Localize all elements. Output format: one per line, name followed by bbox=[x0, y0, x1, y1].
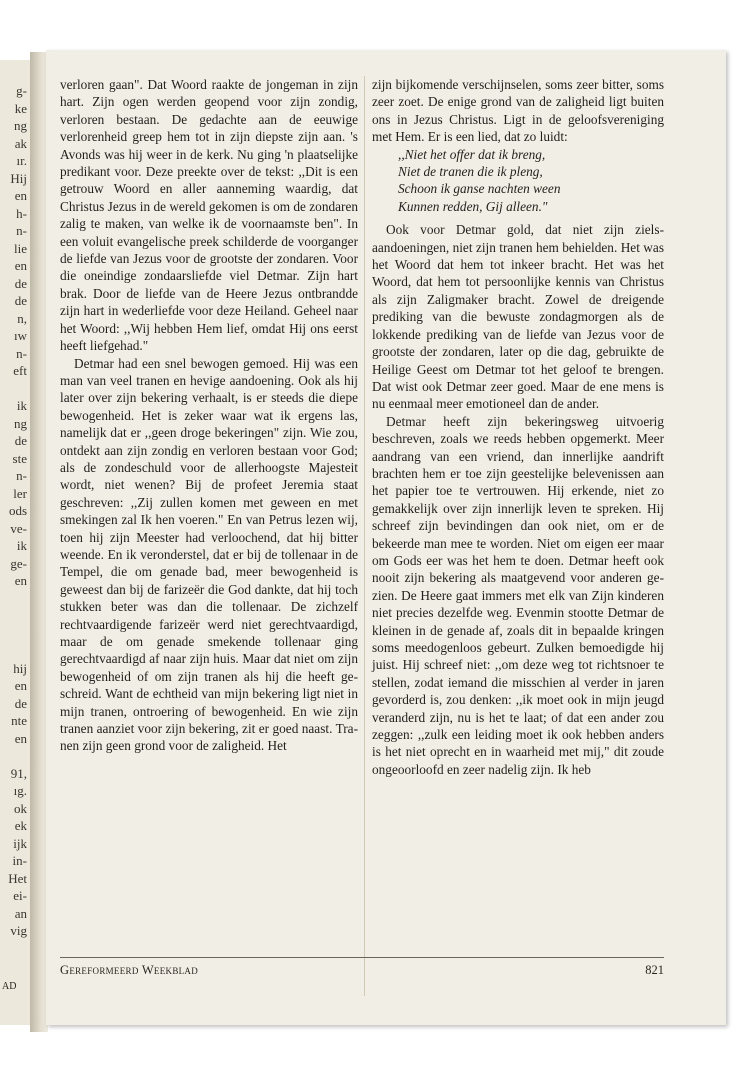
poem-line: Niet de tranen die ik pleng, bbox=[398, 164, 543, 180]
previous-page-text-fragment: n, bbox=[17, 310, 27, 326]
poem-line: Kunnen redden, Gij alleen." bbox=[398, 198, 548, 214]
right-paragraph-2: Detmar heeft zijn bekeringsweg uitvoerig beschreven, zoals we reeds hebben opgemerkt. Meer aandrang van een vriend, dan innerlijke aandrift brachten hem er toe zijn geestelijke belevenissen aan het papier toe te vertrouwen. Hij erkende, niet zo gemakkelijk over zijn innerlijk leven te spreken. Hij schreef zijn bevindingen dan ook niet, om er de bekeerde man mee te worden. Niet om eigen eer maar om Gods eer was het hem te doen. Detmar heeft ook nooit zijn bekering als maatgevend voor anderen gezien. De Heere gaat immers met elk van Zijn kinderen niet precies dezelfde weg. Evenmin stootte Detmar de kleinen in de genade af, zoals dit in bepaalde kringen soms meedogenloos gebeurt. Zulken bemoedigde hij juist. Hij schreef niet: ,,om deze weg tot richtsnoer te stellen, zodat iemand die misschien al verder in jaren gevorderd is, zou denken: ,,ik moet ook in mijn jeugd veranderd zijn, nu is het te laat; of dat een ander zou zeggen: ,,zulk een leiding moet ik ook hebben anders is het niet oprecht en in waarheid met mij," dit zoude ongeoorloofd en zeer nadelig zijn. Ik heb bbox=[372, 413, 664, 777]
previous-page-text-fragment: ste bbox=[12, 450, 27, 466]
previous-page-text-fragment: an bbox=[14, 905, 27, 921]
previous-page-text-fragment: en bbox=[14, 188, 27, 203]
footer-rule bbox=[60, 957, 664, 958]
previous-page-text-fragment: de bbox=[14, 433, 27, 448]
previous-page-text-fragment: Hij bbox=[10, 170, 27, 186]
previous-page-text-fragment: ijk bbox=[13, 835, 27, 851]
previous-page-text-fragment: hij bbox=[13, 660, 27, 676]
previous-page-text-fragment: de bbox=[14, 275, 27, 291]
previous-page-text-fragment: g- bbox=[16, 83, 27, 98]
left-paragraph-2: Detmar had een snel bewogen gemoed. Hij was een man van veel tranen en hevige aandoening. Ook als hij later over zijn bekering verhaalt, is er steeds die diepe bewogenheid. Het is zeker waar wat ik ergens las, namelijk dat er ,,geen droge bekeringen" zijn. Wie zou, ontdekt aan zijn zondig en verloren bestaan voor God; als de zondeschuld voor de allerhoogste Majesteit wordt, niet wenen? Bij de profeet Jeremia staat geschreven: ,,Zij zullen komen met geween en met smekingen zal Ik hen voeren." En van Petrus lezen wij, toen hij zijn Meester had verloochend, dat hij bitter weende. En ik veronderstel, dat er bij de tollenaar in de Tempel, die om genade bad, meer bewogenheid is geweest dan bij de farizeër die God dankte, dat hij toch stukken beter was dan die tollenaar. De zichzelf rechtvaardigende farizeër werd niet gerechtvaardigd, maar de om genade smekende tollenaar ging gerechtvaardigd af naar zijn huis. Maar dat niet om zijn bewogenheid of om zijn tranen als hij die heeft geschreid. Want de echtheid van mijn bekering ligt niet in mijn tranen, ontroering of bewogenheid. En wie zijn tranen aanziet voor zijn bekering, zit er goed naast. Tranen zijn geen grond voor de zaligheid. Het bbox=[60, 355, 358, 754]
right-paragraph-1: Ook voor Detmar gold, dat niet zijn zielsaandoeningen, niet zijn tranen hem behielden. Het was het Woord dat hem tot inkeer bracht. Het was het Woord, dat hem tot persoonlijke kennis van Christus als zijn Zaligmaker bracht. Zowel de dreigende prediking van die bewuste zondagmorgen als de lokkende prediking van de liefde van Jezus voor de grootste der zondaren, later op die dag, gebruikte de Heilige Geest om Detmar tot het geloof te brengen. Dat wist ook Detmar zeer goed. Maar de ene mens is nu eenmaal meer emotioneel dan de ander. bbox=[372, 222, 664, 412]
previous-page-text-fragment: vig bbox=[10, 923, 27, 938]
previous-page-text-fragment: n- bbox=[16, 223, 27, 238]
previous-page-text-fragment: Het bbox=[8, 870, 27, 886]
previous-page-text-fragment: ıw bbox=[14, 328, 27, 343]
page-number: 821 bbox=[645, 963, 664, 977]
column-divider bbox=[364, 76, 365, 996]
previous-page-footer: AD bbox=[2, 981, 17, 992]
previous-page-text-fragment: ei- bbox=[13, 888, 27, 903]
previous-page-text-fragment: en bbox=[14, 258, 27, 273]
previous-page-text-fragment: ke bbox=[14, 100, 27, 116]
right-column bbox=[372, 76, 664, 778]
previous-page-text-fragment: in- bbox=[12, 853, 27, 868]
previous-page-text-fragment: ıg. bbox=[13, 783, 27, 798]
poem-quote bbox=[398, 146, 664, 216]
previous-page-text-fragment: en bbox=[14, 678, 27, 693]
previous-page-text-fragment: de bbox=[14, 293, 27, 308]
previous-page-edge bbox=[0, 60, 32, 1025]
left-column bbox=[60, 76, 358, 755]
previous-page-text-fragment: ek bbox=[14, 818, 27, 833]
previous-page-text-fragment: ır. bbox=[16, 153, 27, 168]
poem-line: Schoon ik ganse nachten ween bbox=[398, 181, 561, 197]
magazine-page bbox=[46, 50, 726, 1025]
publication-title: Gereformeerd Weekblad bbox=[60, 963, 199, 977]
previous-page-text-fragment: ik bbox=[16, 398, 27, 413]
previous-page-text-fragment: eft bbox=[13, 363, 27, 378]
previous-page-text-fragment: ler bbox=[13, 485, 27, 501]
previous-page-text-fragment: ng bbox=[14, 415, 27, 431]
left-paragraph-1: verloren gaan". Dat Woord raakte de jongeman in zijn hart. Zijn ogen werden geopend voor zijn zondig, verloren bestaan. De gedachte aan de eeuwige verlorenheid greep hem tot in zijn diepste zijn aan. 's Avonds was hij weer in de kerk. Nu ging 'n plaatselijke predikant voor. Deze preekte over de tekst: ,,Dit is een getrouw Woord en aller aanneming waardig, dat Christus Jezus in de wereld gekomen is om de zondaren zalig te maken, van welke ik de voornaamste ben". In een voluit evangelische preek schilderde de voorganger de liefde van Jezus voor de grootste der zondaren. Voor die oneindige zondaarsliefde viel Detmar. Zijn hart brak. Door de liefde van de Heere Jezus ontbrandde zijn hart in wederliefde voor deze Heiland. Geheel naar het Woord: ,,Wij hebben Hem lief, omdat Hij ons eerst heeft liefgehad." bbox=[60, 77, 358, 354]
poem-line: ,,Niet het offer dat ik breng, bbox=[398, 146, 546, 162]
previous-page-text-fragment: h- bbox=[16, 205, 27, 221]
previous-page-text-fragment: ve- bbox=[10, 520, 27, 536]
previous-page-text-fragment: en bbox=[14, 730, 27, 746]
previous-page-text-fragment: ng bbox=[14, 118, 27, 133]
previous-page-text-fragment: ak bbox=[14, 135, 27, 151]
right-intro-paragraph: zijn bijkomende verschijnselen, soms zeer bitter, soms zeer zoet. De enige grond van de zaligheid ligt buiten ons in Jezus Christus. Ligt in de geloofsvereniging met Hem. Er is een lied, dat zo luidt: bbox=[372, 77, 664, 145]
previous-page-text-fragment: n- bbox=[16, 468, 27, 483]
previous-page-text-fragment: n- bbox=[16, 345, 27, 361]
previous-page-text-fragment: de bbox=[14, 695, 27, 711]
previous-page-text-fragment: nte bbox=[11, 713, 27, 728]
previous-page-text-fragment: ok bbox=[14, 800, 27, 816]
previous-page-text-fragment: ods bbox=[8, 503, 27, 518]
previous-page-text-fragment: ik bbox=[16, 538, 27, 553]
previous-page-text-fragment: 91, bbox=[10, 765, 27, 781]
previous-page-text-fragment: en bbox=[14, 573, 27, 588]
previous-page-text-fragment: lie bbox=[14, 240, 27, 256]
previous-page-text-fragment: ge- bbox=[10, 555, 27, 571]
